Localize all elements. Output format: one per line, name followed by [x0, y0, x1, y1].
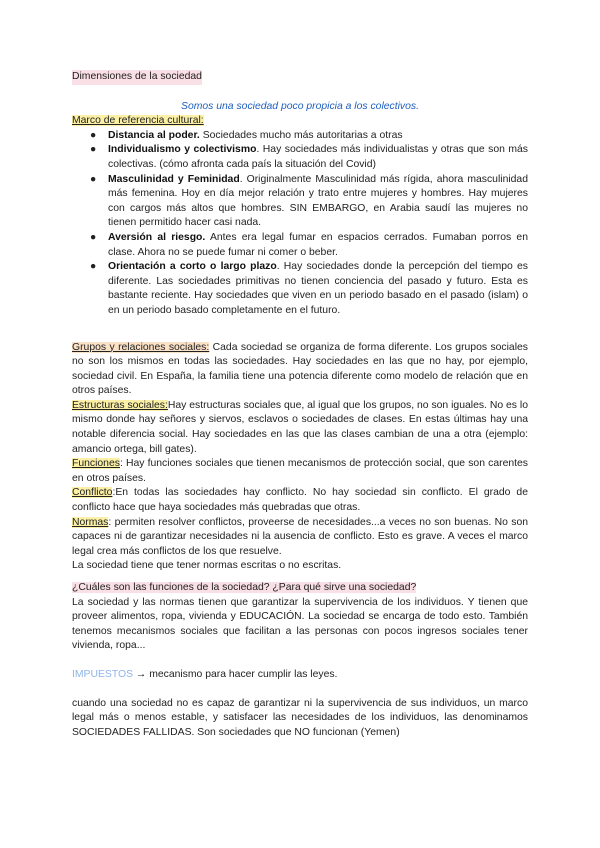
impuestos-line [72, 668, 528, 683]
document-title: Dimensiones de la sociedad [72, 70, 202, 85]
estructuras-heading: Estructuras sociales: [72, 399, 168, 411]
estructuras-paragraph [72, 399, 528, 457]
list-item [90, 260, 528, 318]
pregunta-text: La sociedad y las normas tienen que garantizar la supervivencia de los individuos. Y tienen que proveer alimentos, ropa, vivienda y EDUCACIÓN. La sociedad se encarga de todo esto. También tenemos mecanismos sociales que facilitan a las personas con pocos ingresos sociales tener vivienda, ropa... [72, 596, 528, 652]
list-item [90, 143, 529, 172]
grupos-heading: Grupos y relaciones sociales: [72, 341, 210, 353]
marco-list [72, 129, 528, 319]
funciones-text: : Hay funciones sociales que tienen mecanismos de protección social, que son carentes en otros países. [72, 458, 528, 484]
pregunta-heading-line [72, 581, 528, 596]
conflicto-text: :En todas las sociedades hay conflicto. No hay sociedad sin conflicto. El grado de conflicto hace que haya sociedades más quebradas que otras. [72, 487, 528, 514]
bullet-icon: ● [90, 144, 97, 156]
item-bold: Orientación a corto o largo plazo [108, 261, 277, 273]
item-text: . Hay sociedades más individualistas y otras que son más colectivas. (cómo afronta cada país la situación del Covid) [108, 144, 529, 170]
marco-heading: Marco de referencia cultural: [72, 115, 204, 127]
grupos-text: Cada sociedad se organiza de forma diferente. Los grupos sociales no son los mismos en todas las sociedades. Hay sociedades en las que no hay, por ejemplo, sociedad civil. En España, la familia tiene una potencia diferente como modelo de relación que en otros países. [72, 341, 528, 397]
marco-heading-line [72, 114, 528, 129]
normas-extra: La sociedad tiene que tener normas escritas o no escritas. [72, 560, 342, 572]
document-page [72, 64, 528, 740]
bullet-icon: ● [90, 129, 97, 141]
normas-paragraph [72, 516, 528, 560]
grupos-paragraph [72, 341, 528, 399]
item-bold: Individualismo y colectivismo [108, 144, 257, 156]
arrow-icon: → [133, 668, 150, 680]
impuestos-text: mecanismo para hacer cumplir las leyes. [149, 668, 338, 680]
funciones-paragraph [72, 457, 528, 486]
fallidas-paragraph: cuando una sociedad no es capaz de garantizar ni la supervivencia de sus individuos, un marco legal más o menos estable, y satisfacer las necesidades de los individuos, las denominamos SOCIEDADES FALLIDAS. Son sociedades que NO funcionan (Yemen) [72, 697, 528, 738]
funciones-heading: Funciones [72, 458, 120, 470]
item-bold: Aversión al riesgo. [108, 231, 206, 243]
normas-text: : permiten resolver conflictos, proveerse de necesidades...a veces no son buenas. No son capaces ni de garantizar necesidades ni la ausencia de conflicto. Esto es grave. A veces el marco legal crea más conflictos de los que resuelve. [72, 516, 528, 557]
item-text: Sociedades mucho más autoritarias a otras [199, 129, 403, 141]
item-text: . Hay sociedades donde la percepción del tiempo es diferente. Las sociedades primitivas no tienen conciencia del pasado y futuro. Esta es bastante reciente. Hay sociedades que viven en un periodo basado en el pasado (islam) o en un periodo basado completamente en el futuro. [108, 261, 528, 316]
normas-heading: Normas [72, 516, 109, 528]
impuestos-label: IMPUESTOS [72, 668, 134, 680]
list-item [90, 173, 528, 231]
document-subtitle: Somos una sociedad poco propicia a los colectivos. [181, 100, 419, 112]
bullet-icon: ● [90, 173, 97, 185]
title-line [72, 64, 528, 85]
list-item [90, 231, 528, 260]
pregunta-heading: ¿Cuáles son las funciones de la sociedad? ¿Para qué sirve una sociedad? [72, 582, 417, 593]
conflicto-paragraph [72, 486, 528, 515]
list-item [90, 129, 528, 144]
bullet-icon: ● [90, 261, 97, 273]
item-text: Antes era legal fumar en espacios cerrados. Fumaban porros en clase. Ahora no se puede fumar ni comer o beber. [108, 231, 528, 258]
estructuras-text: Hay estructuras sociales que, al igual que los grupos, no son iguales. No es lo mismo donde hay señores y siervos, esclavos o sociedades de clases. En estas últimas hay una notable diferencia social. Hay sociedades en las que las clases cambian de una a otra (ejemplo: amancio ortega, bill gates). [72, 399, 528, 455]
item-bold: Masculinidad y Feminidad [108, 173, 240, 185]
conflicto-heading: Conflicto [72, 487, 113, 499]
item-text: . Originalmente Masculinidad más rígida, ahora masculinidad más femenina. Hoy en día mejor relación y trato entre mujeres y hombres. Hay mujeres con cargos más altos que hombres. SIN EMBARGO, en Arabia saudí las mujeres no tienen permitido hacer casi nada. [108, 173, 528, 229]
bullet-icon: ● [90, 231, 97, 243]
item-bold: Distancia al poder. [108, 129, 200, 141]
